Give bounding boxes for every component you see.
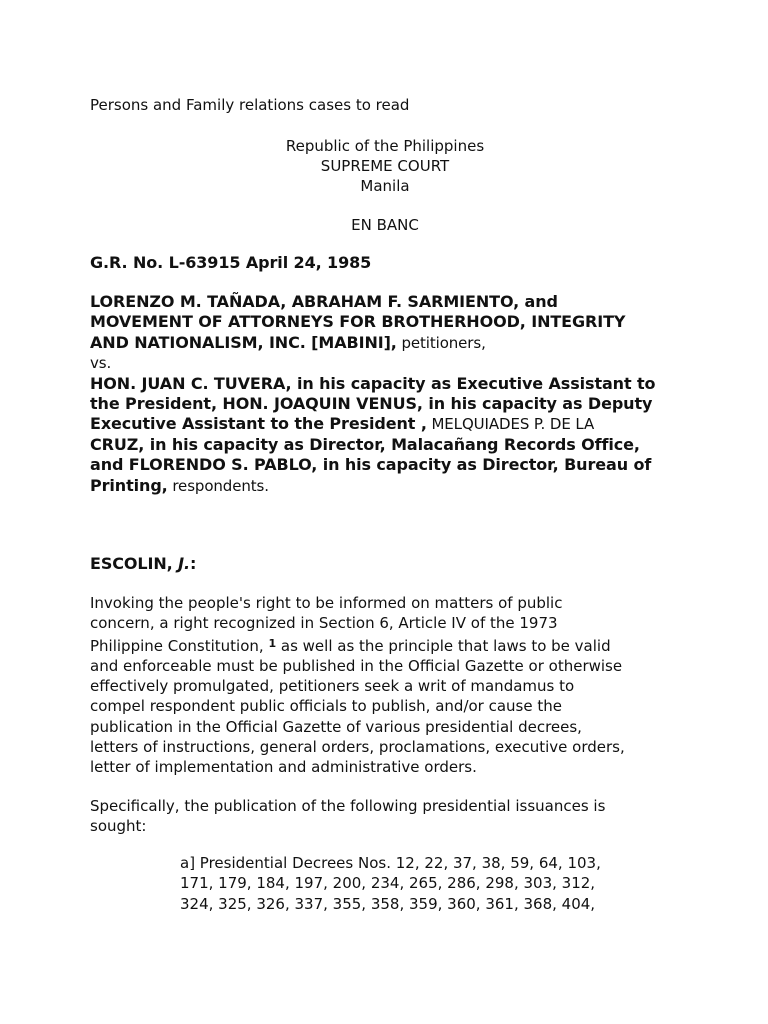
petitioners-names-3: AND NATIONALISM, INC. [MABINI], — [90, 332, 397, 352]
document-heading: Persons and Family relations cases to read — [90, 96, 410, 114]
paragraph-2-line-2: sought: — [90, 817, 147, 836]
footnote-marker[interactable]: 1 — [268, 636, 277, 650]
list-item-a — [180, 853, 680, 914]
respondents-line-6 — [90, 476, 680, 496]
respondents-line-3b: MELQUIADES P. DE LA — [426, 415, 595, 434]
respondents-line-3a: Executive Assistant to the President , — [90, 414, 427, 434]
paragraph-2-line-1: Specifically, the publication of the following presidential issuances is — [90, 797, 606, 815]
paragraph-1-line-3b: as well as the principle that laws to be valid — [276, 636, 611, 655]
petitioners-line-3 — [90, 333, 680, 353]
respondents-line-3 — [90, 414, 680, 434]
ponente-name: ESCOLIN, — [90, 554, 179, 573]
list-item-a-line-3: 324, 325, 326, 337, 355, 358, 359, 360, 361, 368, 404, — [180, 894, 596, 913]
petitioners-line-2: MOVEMENT OF ATTORNEYS FOR BROTHERHOOD, INTEGRITY — [90, 312, 626, 332]
respondents-line-5: and FLORENDO S. PABLO, in his capacity as Director, Bureau of — [90, 455, 652, 475]
court-name: SUPREME COURT — [320, 157, 450, 175]
paragraph-1-line-9: letter of implementation and administrative orders. — [90, 758, 477, 777]
list-item-a-line-2: 171, 179, 184, 197, 200, 234, 265, 286, 298, 303, 312, — [180, 874, 596, 893]
paragraph-1-line-3 — [90, 634, 680, 656]
paragraph-1-line-3a: Philippine Constitution, — [90, 636, 269, 655]
respondents-line-6-text: Printing, — [90, 475, 168, 495]
case-number: G.R. No. L-63915 April 24, 1985 — [90, 253, 372, 272]
court-republic: Republic of the Philippines — [285, 137, 485, 155]
paragraph-1-line-5: effectively promulgated, petitioners seek a writ of mandamus to — [90, 677, 575, 696]
respondents-line-2: the President, HON. JOAQUIN VENUS, in his capacity as Deputy — [90, 394, 653, 414]
parties-block — [90, 292, 680, 496]
paragraph-1-line-6: compel respondent public officials to publish, and/or cause the — [90, 697, 562, 716]
paragraph-1-line-1: Invoking the people's right to be informed on matters of public — [90, 594, 563, 612]
court-city: Manila — [360, 177, 410, 195]
paragraph-1-line-8: letters of instructions, general orders, proclamations, executive orders, — [90, 738, 625, 757]
paragraph-1-line-2: concern, a right recognized in Section 6, Article IV of the 1973 — [90, 614, 558, 633]
respondents-line-4: CRUZ, in his capacity as Director, Malacañang Records Office, — [90, 434, 640, 454]
paragraph-1-line-4: and enforceable must be published in the Official Gazette or otherwise — [90, 656, 623, 675]
petitioners-line-1: LORENZO M. TAÑADA, ABRAHAM F. SARMIENTO, and — [90, 292, 558, 311]
versus-label: vs. — [90, 354, 112, 373]
respondents-label: respondents. — [167, 476, 269, 495]
ponente-colon: : — [189, 554, 197, 573]
paragraph-1-line-7: publication in the Official Gazette of various presidential decrees, — [90, 717, 582, 736]
paragraph-2 — [90, 796, 680, 837]
paragraph-1 — [90, 593, 680, 778]
petitioners-label: petitioners, — [396, 333, 486, 352]
ponente — [90, 554, 680, 574]
division-label: EN BANC — [351, 216, 419, 234]
respondents-line-1: HON. JUAN C. TUVERA, in his capacity as Executive Assistant to — [90, 373, 656, 393]
list-item-a-line-1: a] Presidential Decrees Nos. 12, 22, 37, 38, 59, 64, 103, — [180, 854, 601, 872]
ponente-title: J. — [178, 554, 190, 573]
